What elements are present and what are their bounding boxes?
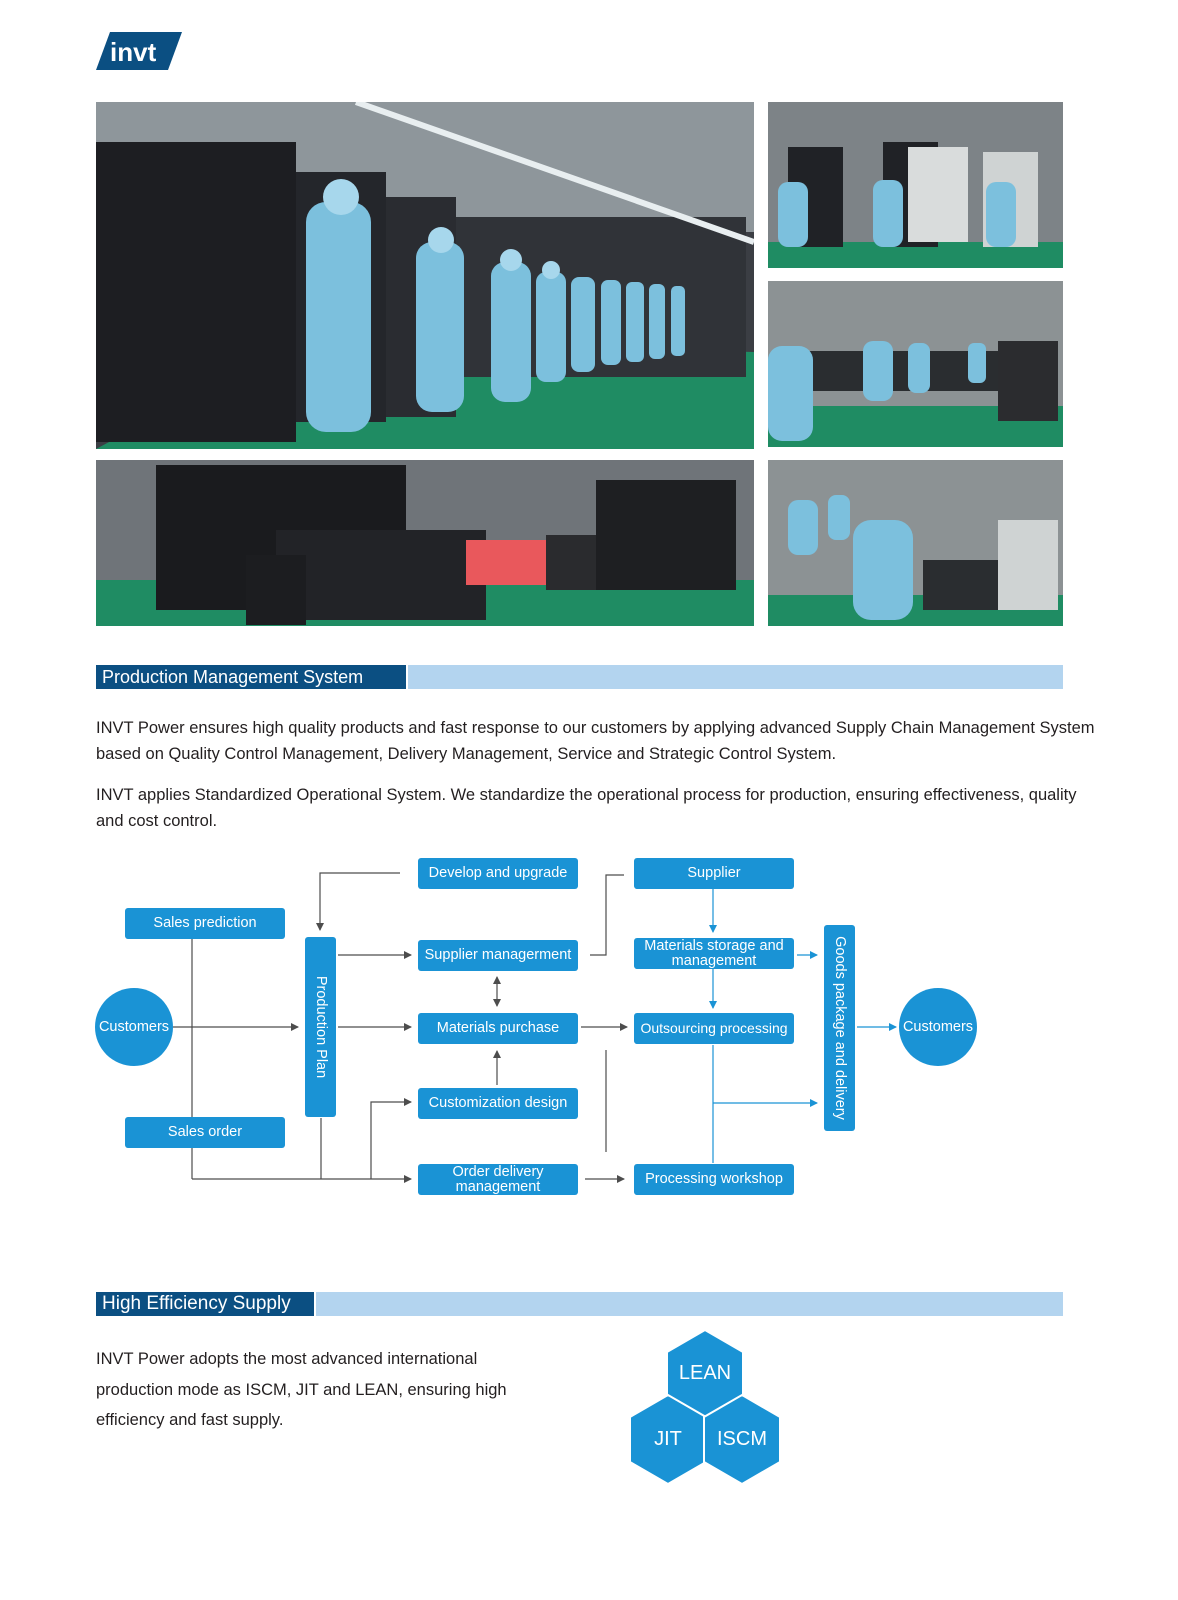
outsourcing-processing-node: Outsourcing processing (634, 1013, 794, 1044)
customers-right-node: Customers (899, 988, 977, 1066)
develop-upgrade-node: Develop and upgrade (418, 858, 578, 889)
svg-text:invt: invt (110, 37, 157, 67)
sales-order-node: Sales order (125, 1117, 285, 1148)
customization-design-node: Customization design (418, 1088, 578, 1119)
customers-left-node: Customers (95, 988, 173, 1066)
jit-label: JIT (654, 1428, 682, 1450)
section-header-bar-2 (316, 1292, 1063, 1316)
order-delivery-node: Order delivery management (418, 1164, 578, 1195)
supplier-node: Supplier (634, 858, 794, 889)
production-plan-label: Production Plan (312, 975, 329, 1079)
section-title-supply: High Efficiency Supply (96, 1292, 314, 1316)
goods-package-node (824, 925, 855, 1131)
sales-prediction-node: Sales prediction (125, 908, 285, 939)
invt-logo (96, 32, 184, 70)
assembly-line-photo (96, 102, 754, 449)
supply-paragraph: INVT Power adopts the most advanced international production mode as ISCM, JIT and LEAN, ensuring high efficiency and fast supply. (96, 1350, 507, 1429)
iscm-label: ISCM (717, 1428, 767, 1450)
production-plan-node (305, 937, 336, 1117)
warehouse-photo (96, 460, 754, 626)
supplier-management-node: Supplier managerment (418, 940, 578, 971)
section-header-bar (408, 665, 1063, 689)
materials-purchase-node: Materials purchase (418, 1013, 578, 1044)
production-paragraph-1: INVT Power ensures high quality products and fast response to our customers by applying advanced Supply Chain Management System based on Quality Control Management, Delivery Management, Service and Strategic Control System. (96, 719, 1095, 763)
test-bench-photo (768, 102, 1063, 268)
workbench-photo (768, 281, 1063, 447)
hexagon-cluster (620, 1325, 795, 1490)
goods-package-label: Goods package and delivery (831, 936, 848, 1120)
lean-label: LEAN (678, 1362, 732, 1384)
assembly-worker-photo (768, 460, 1063, 626)
production-paragraph-2: INVT applies Standardized Operational System. We standardize the operational process for production, ensuring effectiveness, quality and cost control. (96, 786, 1077, 830)
processing-workshop-node: Processing workshop (634, 1164, 794, 1195)
materials-storage-node: Materials storage and management (634, 938, 794, 969)
section-title-production: Production Management System (96, 665, 406, 689)
